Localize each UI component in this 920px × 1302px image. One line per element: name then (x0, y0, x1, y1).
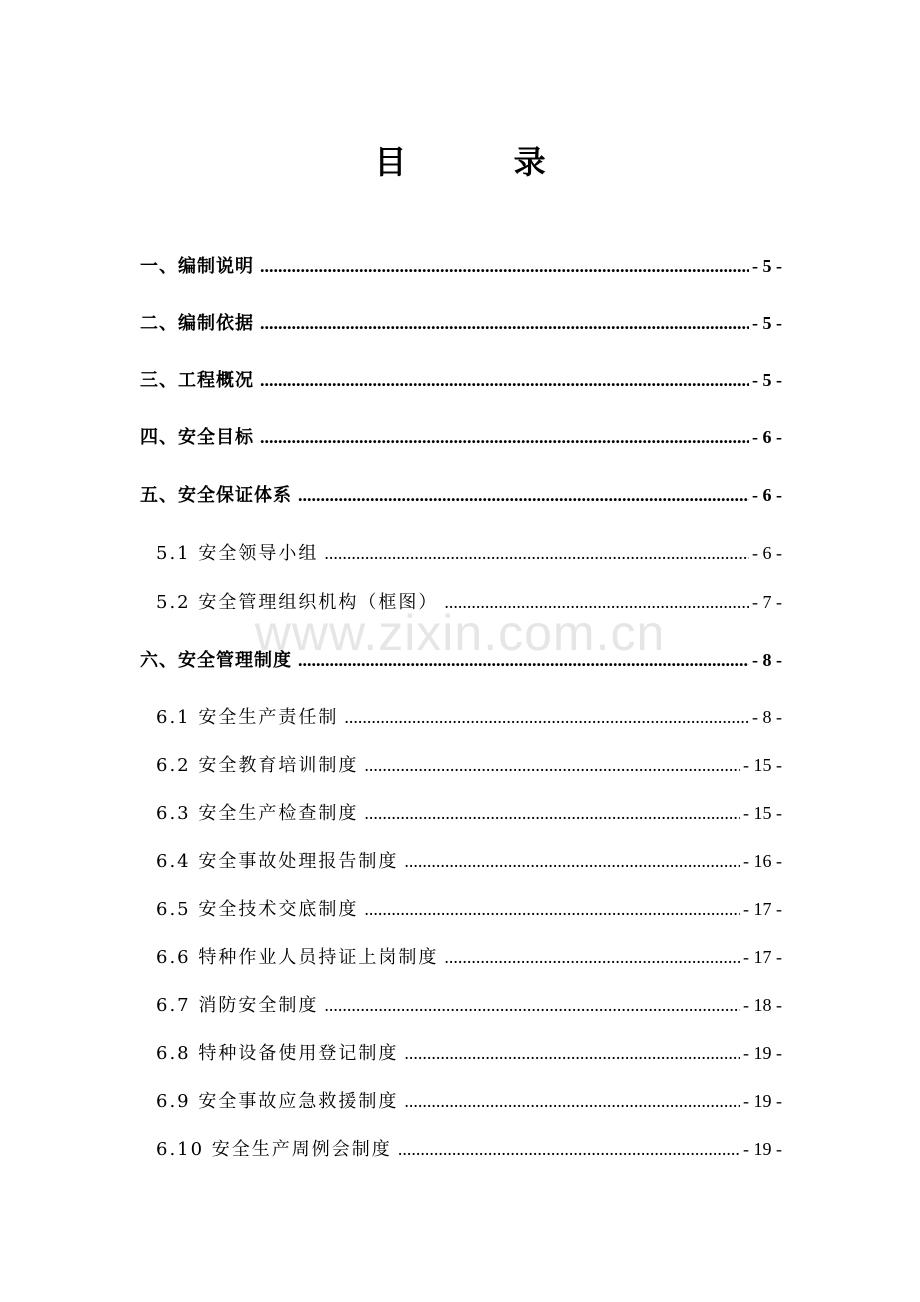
toc-leader-dots (404, 1081, 740, 1121)
toc-entry-label: 一、编制说明 (140, 256, 254, 277)
toc-subentry-label: 6.9 安全事故应急救援制度 (156, 1091, 399, 1112)
toc-subentry-label: 6.8 特种设备使用登记制度 (156, 1043, 399, 1064)
toc-entry-label: 四、安全目标 (140, 427, 254, 448)
toc-subentry[interactable] (156, 889, 782, 929)
toc-entry-label: 三、工程概况 (140, 370, 254, 391)
toc-subentry[interactable] (156, 1033, 782, 1073)
toc-leader-dots (260, 303, 749, 343)
toc-leader-dots (324, 533, 749, 573)
toc-subentry[interactable] (156, 697, 782, 737)
toc-leader-dots (298, 640, 749, 680)
toc-subentry-page: - 19 - (743, 1139, 782, 1159)
toc-subentry[interactable] (156, 533, 782, 573)
toc-subentry-page: - 15 - (743, 755, 782, 775)
toc-entry[interactable] (140, 246, 782, 286)
toc-leader-dots (344, 697, 749, 737)
toc-leader-dots (364, 793, 740, 833)
toc-leader-dots (260, 360, 749, 400)
toc-leader-dots (404, 841, 740, 881)
toc-subentry[interactable] (156, 841, 782, 881)
toc-entry[interactable] (140, 417, 782, 457)
toc-subentry-label: 6.10 安全生产周例会制度 (156, 1139, 392, 1160)
toc-entry[interactable] (140, 475, 782, 515)
toc-subentry-page: - 6 - (752, 543, 782, 563)
toc-subentry[interactable] (156, 1081, 782, 1121)
toc-subentry[interactable] (156, 582, 782, 622)
toc-leader-dots (260, 246, 749, 286)
toc-leader-dots (398, 1129, 740, 1169)
toc-subentry[interactable] (156, 745, 782, 785)
toc-leader-dots (404, 1033, 740, 1073)
toc-subentry-label: 6.3 安全生产检查制度 (156, 803, 359, 824)
toc-subentry-label: 6.5 安全技术交底制度 (156, 899, 359, 920)
toc-entry-page: - 6 - (752, 427, 782, 447)
toc-subentry-label: 6.2 安全教育培训制度 (156, 755, 359, 776)
toc-entry[interactable] (140, 303, 782, 343)
toc-subentry-page: - 19 - (743, 1091, 782, 1111)
toc-leader-dots (298, 475, 749, 515)
toc-subentry-label: 6.1 安全生产责任制 (156, 707, 339, 728)
toc-subentry-page: - 18 - (743, 995, 782, 1015)
toc-subentry-page: - 17 - (743, 899, 782, 919)
toc-leader-dots (364, 889, 740, 929)
toc-entry[interactable] (140, 360, 782, 400)
toc-entry-label: 二、编制依据 (140, 313, 254, 334)
toc-leader-dots (444, 582, 749, 622)
toc-subentry-label: 6.6 特种作业人员持证上岗制度 (156, 947, 439, 968)
toc-subentry-label: 6.4 安全事故处理报告制度 (156, 851, 399, 872)
toc-leader-dots (260, 417, 749, 457)
toc-subentry-label: 5.1 安全领导小组 (156, 543, 319, 564)
toc-leader-dots (364, 745, 740, 785)
toc-entry-page: - 5 - (752, 370, 782, 390)
toc-leader-dots (324, 985, 740, 1025)
toc-subentry-page: - 15 - (743, 803, 782, 823)
toc-entry[interactable] (140, 640, 782, 680)
toc-entry-label: 五、安全保证体系 (140, 485, 292, 506)
toc-subentry[interactable] (156, 985, 782, 1025)
toc-leader-dots (444, 937, 740, 977)
toc-subentry-label: 6.7 消防安全制度 (156, 995, 319, 1016)
toc-subentry[interactable] (156, 793, 782, 833)
toc-subentry-page: - 19 - (743, 1043, 782, 1063)
toc-subentry-page: - 16 - (743, 851, 782, 871)
toc-subentry-page: - 7 - (752, 592, 782, 612)
toc-entry-page: - 8 - (752, 650, 782, 670)
toc-subentry[interactable] (156, 1129, 782, 1169)
toc-entry-page: - 5 - (752, 313, 782, 333)
watermark: www.zixin.com.cn (254, 605, 666, 661)
toc-entry-label: 六、安全管理制度 (140, 650, 292, 671)
toc-subentry-page: - 17 - (743, 947, 782, 967)
toc-subentry-label: 5.2 安全管理组织机构（框图） (156, 592, 439, 613)
toc-subentry-page: - 8 - (752, 707, 782, 727)
toc-entry-page: - 5 - (752, 256, 782, 276)
toc-entry-page: - 6 - (752, 485, 782, 505)
toc-subentry[interactable] (156, 937, 782, 977)
page-title: 目 录 (374, 143, 594, 181)
